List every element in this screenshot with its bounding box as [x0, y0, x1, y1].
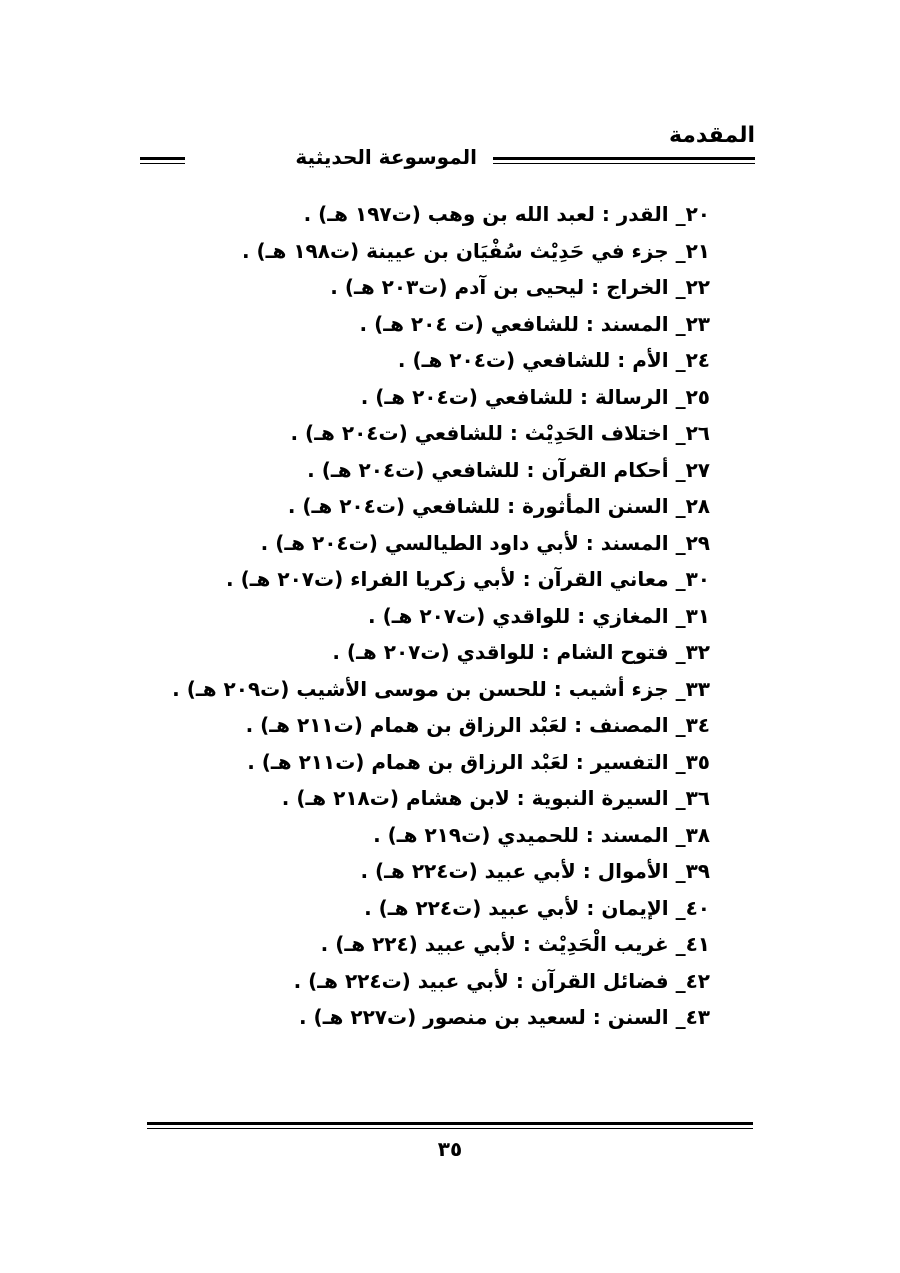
list-item: ٣٠_ معاني القرآن : لأبي زكريا الفراء (ت٢٠٧ هـ) .: [226, 567, 710, 591]
list-item: ٣٩_ الأموال : لأبي عبيد (ت٢٢٤ هـ) .: [360, 859, 710, 883]
book-title: الموسوعة الحديثية: [295, 145, 477, 169]
list-item: ٣٣_ جزء أشيب : للحسن بن موسى الأشيب (ت٢٠٩ هـ) .: [172, 676, 710, 701]
header-rule-right: [493, 157, 755, 164]
list-item: ٣١_ المغازي : للواقدي (ت٢٠٧ هـ) .: [368, 603, 710, 628]
page-number: ٣٥: [437, 1137, 463, 1161]
source-list: [110, 196, 710, 1036]
list-item: ٢٣_ المسند : للشافعي (ت ٢٠٤ هـ) .: [359, 311, 710, 336]
list-item: ٤٣_ السنن : لسعيد بن منصور (ت٢٢٧ هـ) .: [299, 1005, 710, 1029]
footer-rule: [147, 1122, 753, 1129]
list-item: ٣٨_ المسند : للحميدي (ت٢١٩ هـ) .: [373, 822, 710, 847]
list-item: ٣٤_ المصنف : لعَبْد الرزاق بن همام (ت٢١١ هـ) .: [245, 713, 710, 737]
list-item: ٢١_ جزء في حَدِيْث سُفْيَان بن عيينة (ت١٩٨ هـ) .: [241, 238, 710, 263]
header-rule-left: [140, 157, 185, 164]
list-item: ٤٠_ الإيمان : لأبي عبيد (ت٢٢٤ هـ) .: [364, 895, 710, 920]
list-item: ٤١_ غريب الْحَدِيْث : لأبي عبيد (٢٢٤ هـ) .: [320, 932, 710, 956]
list-item: ٢٢_ الخراج : ليحيى بن آدم (ت٢٠٣ هـ) .: [330, 275, 710, 299]
list-item: ٢٩_ المسند : لأبي داود الطيالسي (ت٢٠٤ هـ) .: [260, 530, 710, 555]
list-item: ٣٢_ فتوح الشام : للواقدي (ت٢٠٧ هـ) .: [332, 640, 710, 664]
list-item: ٢٦_ اختلاف الحَدِيْث : للشافعي (ت٢٠٤ هـ) .: [290, 421, 710, 445]
list-item: ٢٥_ الرسالة : للشافعي (ت٢٠٤ هـ) .: [360, 384, 710, 409]
chapter-title: المقدمة: [668, 123, 755, 148]
list-item: ٢٧_ أحكام القرآن : للشافعي (ت٢٠٤ هـ) .: [307, 457, 710, 482]
list-item: ٣٦_ السيرة النبوية : لابن هشام (ت٢١٨ هـ) .: [281, 786, 710, 810]
page-header: [140, 118, 755, 178]
list-item: ٣٥_ التفسير : لعَبْد الرزاق بن همام (ت٢١١ هـ) .: [247, 749, 710, 774]
list-item: ٤٢_ فضائل القرآن : لأبي عبيد (ت٢٢٤ هـ) .: [293, 968, 710, 993]
list-item: ٢٠_ القدر : لعبد الله بن وهب (ت١٩٧ هـ) .: [303, 202, 710, 226]
header-rule-row: [140, 142, 755, 176]
list-item: ٢٨_ السنن المأثورة : للشافعي (ت٢٠٤ هـ) .: [287, 494, 710, 518]
list-item: ٢٤_ الأم : للشافعي (ت٢٠٤ هـ) .: [397, 348, 710, 372]
